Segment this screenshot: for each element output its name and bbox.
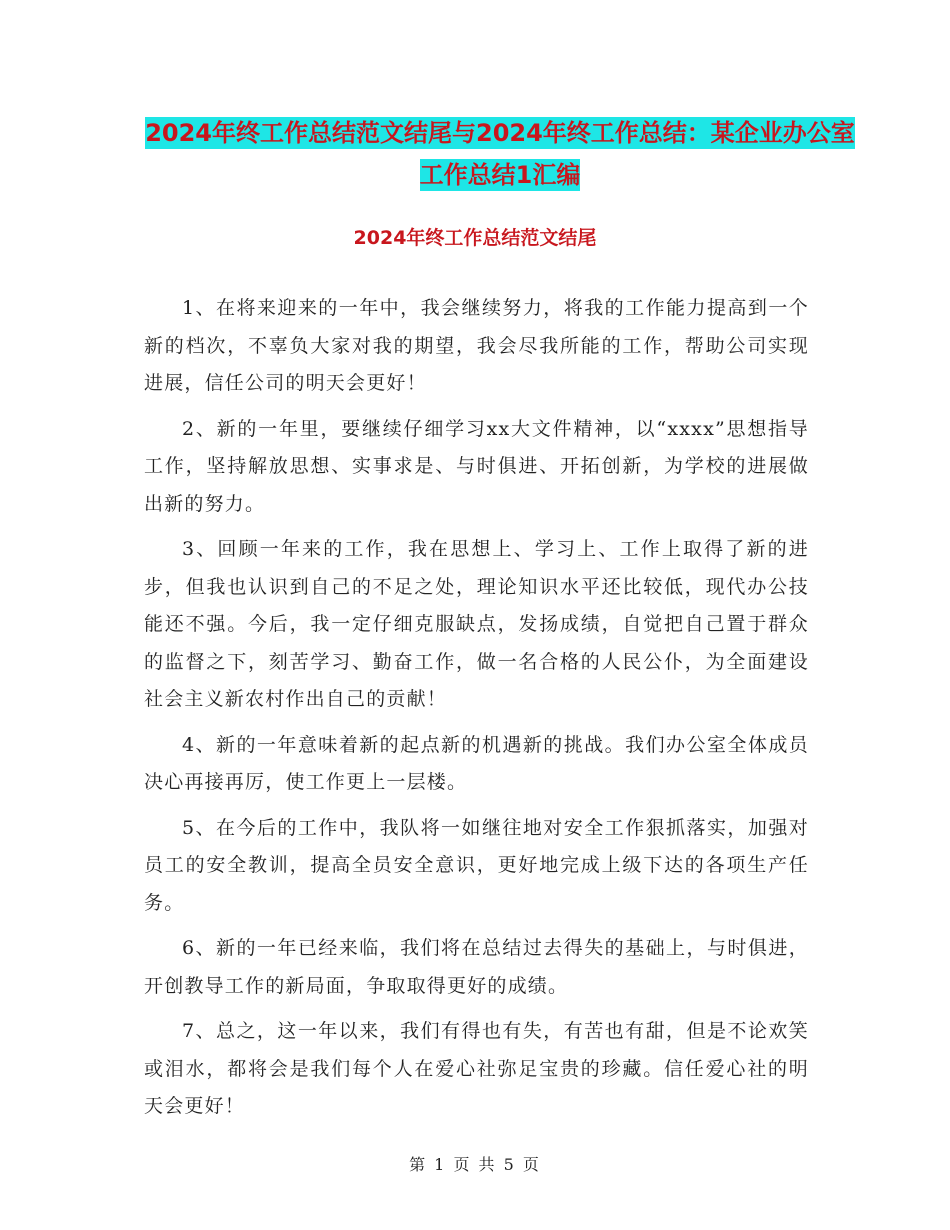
paragraph-6: 6、新的一年已经来临，我们将在总结过去得失的基础上，与时俱进，开创教导工作的新局面，争取取得更好的成绩。 <box>144 937 809 997</box>
paragraph-7: 7、总之，这一年以来，我们有得也有失，有苦也有甜，但是不论欢笑或泪水，都将会是我们每个人在爱心社弥足宝贵的珍藏。信任爱心社的明天会更好！ <box>144 1020 809 1117</box>
document-title-text: 2024年终工作总结范文结尾与2024年终工作总结：某企业办公室工作总结1汇编 <box>145 119 855 189</box>
paragraph-5: 5、在今后的工作中，我队将一如继往地对安全工作狠抓落实，加强对员工的安全教训，提高全员安全意识，更好地完成上级下达的各项生产任务。 <box>144 816 809 914</box>
page-number-footer: 第 1 页 共 5 页 <box>409 1155 541 1174</box>
document-body <box>144 290 809 1134</box>
paragraph-2: 2、新的一年里，要继续仔细学习xx大文件精神，以“xxxx”思想指导工作，坚持解放思想、实事求是、与时俱进、开拓创新，为学校的进展做出新的努力。 <box>144 417 809 515</box>
section-heading: 2024年终工作总结范文结尾 <box>353 227 597 249</box>
document-title <box>140 112 860 196</box>
paragraph-1: 1、在将来迎来的一年中，我会继续努力，将我的工作能力提高到一个新的档次，不辜负大家对我的期望，我会尽我所能的工作，帮助公司实现进展，信任公司的明天会更好！ <box>144 297 809 394</box>
paragraph-4: 4、新的一年意味着新的起点新的机遇新的挑战。我们办公室全体成员决心再接再厉，使工作更上一层楼。 <box>144 733 809 793</box>
paragraph-3: 3、回顾一年来的工作，我在思想上、学习上、工作上取得了新的进步，但我也认识到自己的不足之处，理论知识水平还比较低，现代办公技能还不强。今后，我一定仔细克服缺点，发扬成绩，自觉把自己置于群众的监督之下，刻苦学习、勤奋工作，做一名合格的人民公仆，为全面建设社会主义新农村作出自己的贡献！ <box>144 538 809 710</box>
